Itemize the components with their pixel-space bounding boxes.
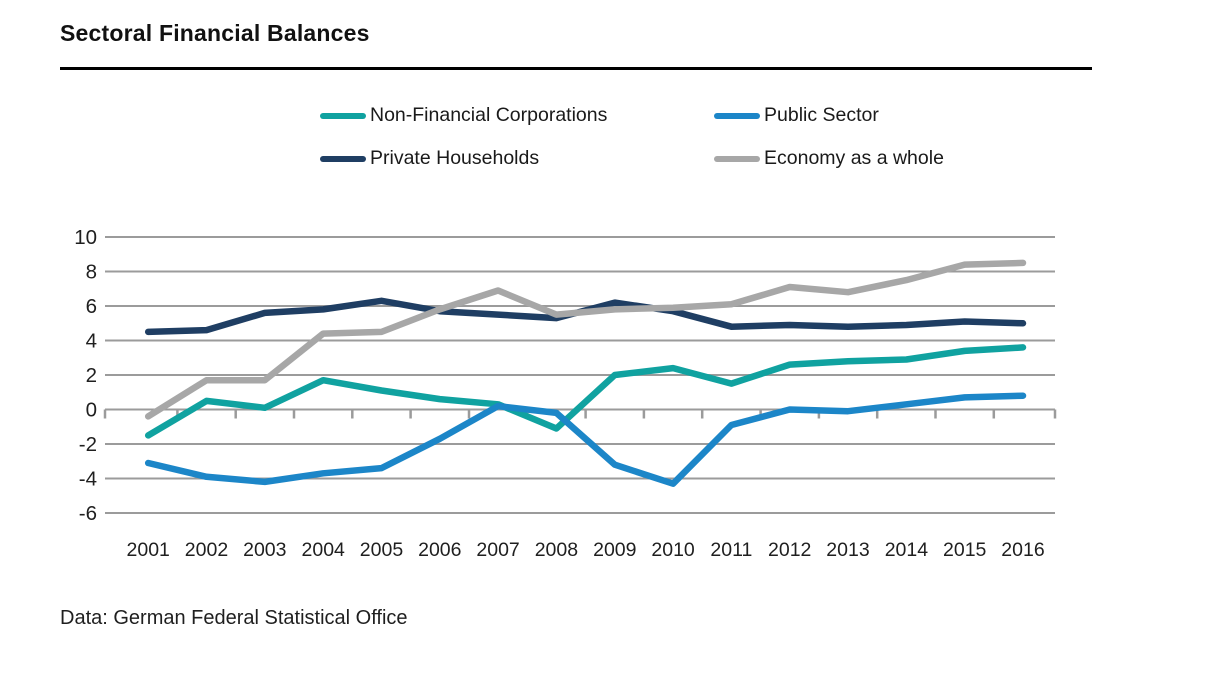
x-tick-label: 2006 — [418, 539, 462, 561]
x-tick-label: 2004 — [301, 539, 345, 561]
x-tick-label: 2001 — [126, 539, 170, 561]
y-tick-label: 4 — [85, 329, 97, 353]
x-axis-labels — [127, 539, 1045, 561]
x-tick-label: 2016 — [1001, 539, 1045, 561]
legend-label: Public Sector — [764, 104, 879, 126]
x-tick-label: 2005 — [359, 539, 404, 561]
legend-label: Non-Financial Corporations — [370, 104, 608, 126]
y-tick-label: -2 — [78, 433, 97, 456]
y-tick-label: 2 — [85, 364, 97, 387]
legend-label: Private Households — [370, 147, 540, 169]
y-axis-labels — [74, 226, 97, 525]
x-tick-label: 2003 — [243, 539, 287, 561]
x-tick-label: 2013 — [826, 539, 870, 561]
x-tick-label: 2010 — [651, 539, 695, 561]
x-tick-label: 2012 — [768, 539, 812, 561]
y-tick-label: -4 — [78, 467, 97, 491]
x-tick-label: 2009 — [593, 539, 637, 561]
x-tick-label: 2008 — [534, 539, 579, 561]
y-tick-label: 10 — [74, 226, 97, 249]
legend-label: Economy as a whole — [764, 147, 944, 169]
x-tick-label: 2014 — [884, 539, 929, 561]
x-tick-label: 2011 — [710, 539, 753, 561]
data-source-note: Data: German Federal Statistical Office — [60, 607, 408, 629]
series-lines — [148, 263, 1023, 484]
y-tick-label: 0 — [85, 398, 97, 422]
y-tick-label: -6 — [78, 502, 97, 525]
x-tick-label: 2002 — [184, 539, 229, 561]
x-tick-label: 2007 — [476, 539, 520, 561]
series-line-non-financial-corporations — [148, 347, 1023, 435]
y-tick-label: 8 — [85, 260, 97, 284]
x-tick-label: 2015 — [943, 539, 987, 561]
y-tick-label: 6 — [85, 295, 97, 318]
page-title: Sectoral Financial Balances — [60, 20, 370, 46]
